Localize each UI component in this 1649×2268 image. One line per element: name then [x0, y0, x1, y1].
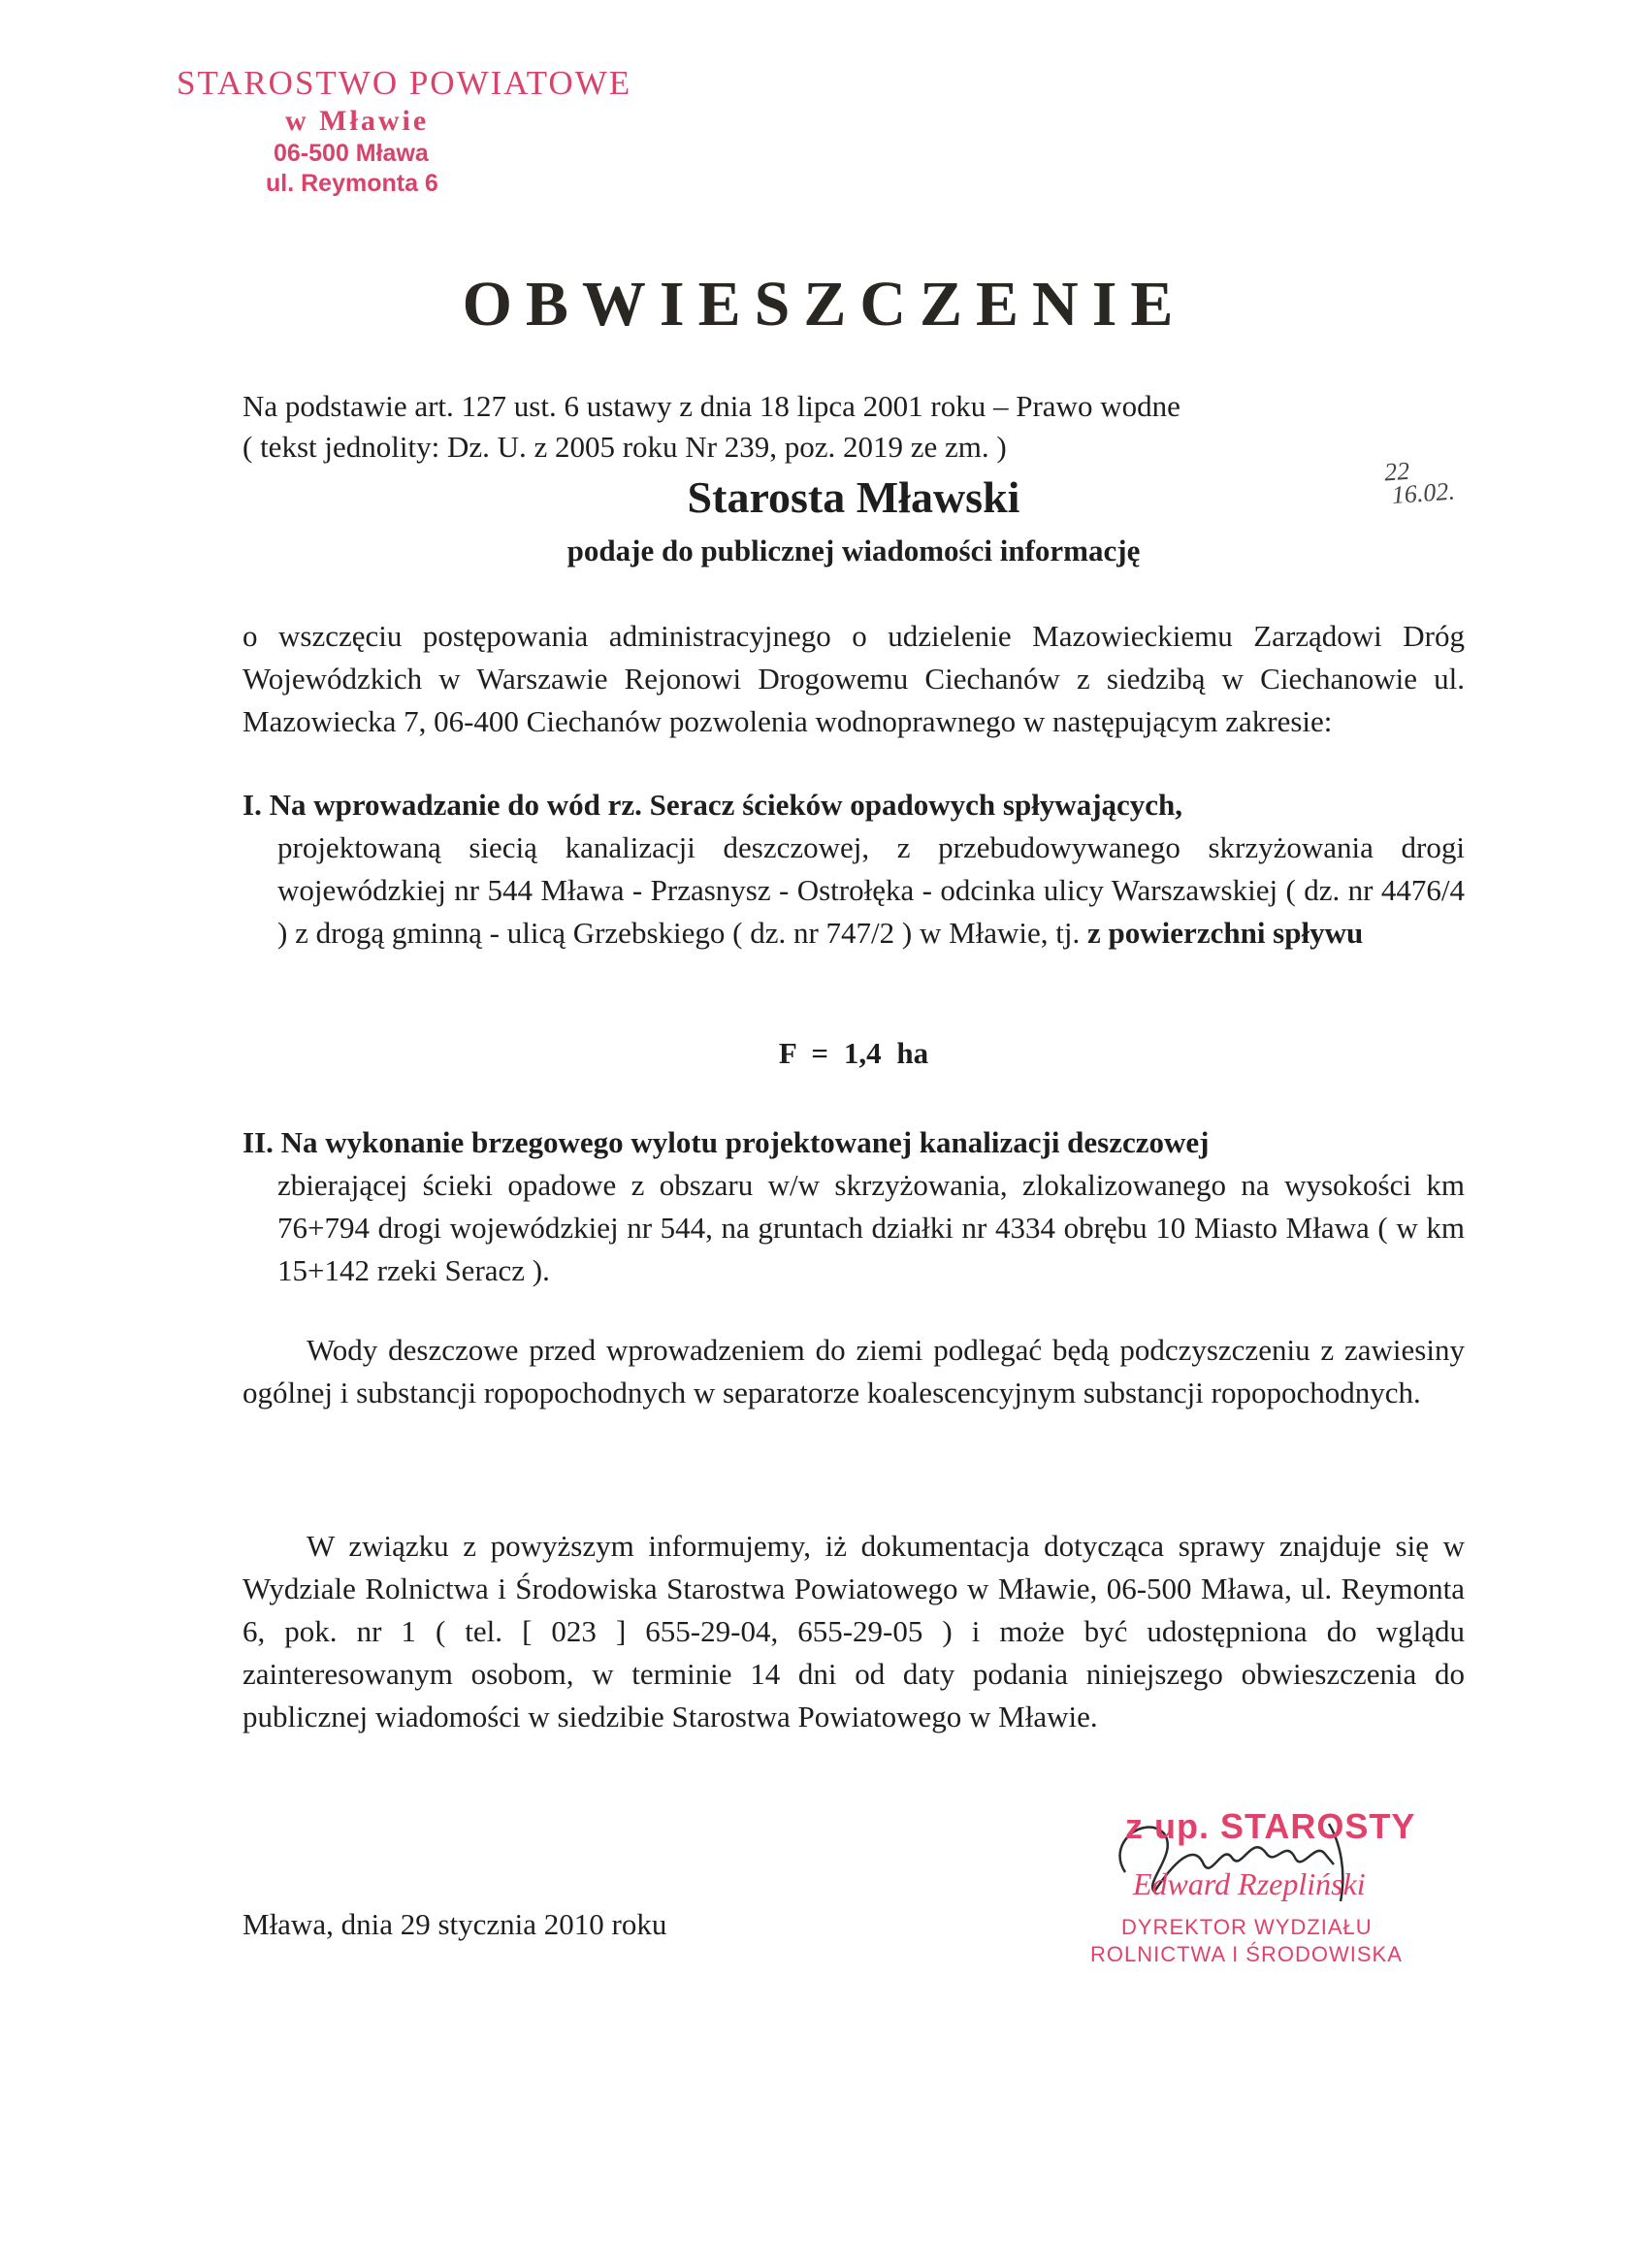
stamp-line-office: STAROSTWO POWIATOWE	[177, 64, 632, 102]
point-one-tail: z powierzchni spływu	[1087, 916, 1364, 950]
point-one-text: projektowaną siecią kanalizacji deszczowej, z przebudowywanego skrzyżowania drogi wojewódzkiej nr 544 Mława - Przasnysz - Ostrołęka - odcinka ulicy Warszawskiej ( dz. nr 4476/4 ) z drogą gminną - ulicą Grzebskiego ( dz. nr 747/2 ) w Mławie, tj.	[277, 830, 1465, 950]
signature-stamp-line-4: ROLNICTWA I ŚRODOWISKA	[1090, 1942, 1403, 1966]
rainwater-paragraph: Wody deszczowe przed wprowadzeniem do ziemi podlegać będą podczyszczeniu z zawiesiny ogólnej i substancji ropopochodnych w separatorze koalescencyjnym substancji ropopochodnych.	[242, 1333, 1465, 1409]
proceedings-paragraph: o wszczęciu postępowania administracyjnego o udzielenie Mazowieckiemu Zarządowi Dróg Wojewódzkich w Warszawie Rejonowi Drogowemu Ciechanów z siedzibą w Ciechanowie ul. Mazowiecka 7, 06-400 Ciechanów pozwolenia wodnoprawnego w następującym zakresie:	[242, 619, 1465, 738]
point-one-lead: I. Na wprowadzanie do wód rz. Seracz ścieków opadowych spływających,	[242, 788, 1183, 822]
stamp-line-street: ul. Reymonta 6	[266, 170, 438, 197]
point-two-body: zbierającej ścieki opadowe z obszaru w/w skrzyżowania, zlokalizowanego na wysokości km 76+794 drogi wojewódzkiej nr 544, na gruntach działki nr 4334 obrębu 10 Miasto Mława ( w km 15+142 rzeki Seracz ).	[277, 1168, 1465, 1287]
handwritten-note-line-2: 16.02.	[1390, 476, 1456, 509]
signature-stamp-line-1: z up. STAROSTY	[1125, 1806, 1416, 1846]
signature-stamp-name: Edward Rzepliński	[1133, 1866, 1366, 1901]
announces-subheading: podaje do publicznej wiadomości informację	[566, 534, 1141, 567]
authority-heading: Starosta Mławski	[687, 472, 1020, 522]
document-title: OBWIESZCZENIE	[462, 269, 1187, 340]
stamp-line-town: w Mławie	[285, 105, 430, 137]
point-one	[242, 784, 1465, 955]
office-stamp	[177, 64, 631, 198]
point-one-body	[242, 826, 1465, 955]
point-two-lead: II. Na wykonanie brzegowego wylotu projektowanej kanalizacji deszczowej	[242, 1125, 1210, 1159]
area-formula: F = 1,4 ha	[778, 1036, 929, 1070]
handwritten-note-line-1: 22	[1383, 456, 1411, 487]
signature-stamp-line-3: DYREKTOR WYDZIAŁU	[1121, 1915, 1373, 1939]
legal-basis-line-1: Na podstawie art. 127 ust. 6 ustawy z dnia 18 lipca 2001 roku – Prawo wodne	[242, 389, 1180, 423]
legal-basis-line-2: ( tekst jednolity: Dz. U. z 2005 roku Nr 239, poz. 2019 ze zm. )	[242, 430, 1007, 464]
stamp-line-postcode: 06-500 Mława	[274, 140, 429, 167]
documentation-paragraph: W związku z powyższym informujemy, iż dokumentacja dotycząca sprawy znajduje się w Wydziale Rolnictwa i Środowiska Starostwa Powiatowego w Mławie, 06-500 Mława, ul. Reymonta 6, pok. nr 1 ( tel. [ 023 ] 655-29-04, 655-29-05 ) i może być udostępniona do wglądu zainteresowanym osobom, w terminie 14 dni od daty podania niniejszego obwieszczenia do publicznej wiadomości w siedzibie Starostwa Powiatowego w Mławie.	[242, 1529, 1465, 1733]
point-two	[242, 1121, 1465, 1292]
date-place: Mława, dnia 29 stycznia 2010 roku	[242, 1907, 667, 1941]
signature-stamp	[1086, 1804, 1436, 1979]
